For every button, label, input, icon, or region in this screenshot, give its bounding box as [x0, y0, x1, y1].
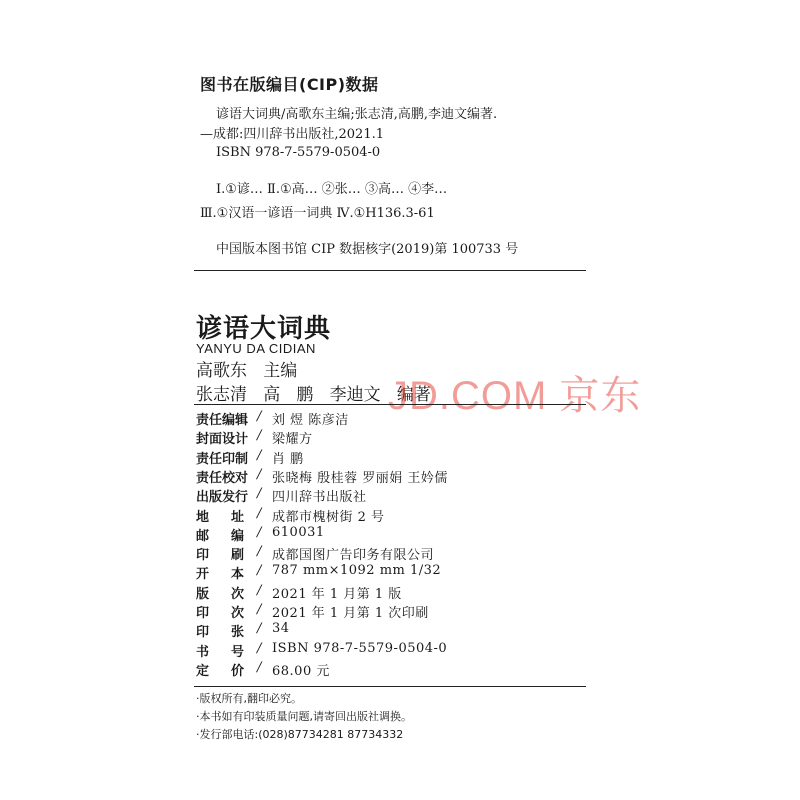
info-slash: /	[257, 428, 262, 444]
notes-separator	[194, 686, 586, 687]
title-separator	[194, 404, 586, 405]
info-value: 刘 煜 陈彦洁	[272, 413, 349, 428]
jd-watermark: JD.COM 京东	[388, 374, 642, 418]
note-phone: ·发行部电话:(028)87734281 87734332	[196, 728, 404, 741]
book-authors: 张志清 高 鹏 李迪文 编著	[196, 385, 431, 405]
info-label: 书号	[196, 644, 244, 660]
info-slash: /	[257, 640, 262, 656]
info-value: 2021 年 1 月第 1 版	[272, 586, 402, 602]
info-label: 印刷	[196, 548, 244, 564]
book-editor: 高歌东 主编	[196, 361, 298, 381]
info-value: ISBN 978-7-5579-0504-0	[272, 640, 448, 656]
book-title: 谚语大词典	[196, 314, 332, 344]
info-value: 成都国图广告印务有限公司	[272, 548, 435, 564]
info-value: 肖 鹏	[272, 451, 304, 467]
info-label: 封面设计	[196, 432, 249, 448]
info-value: 2021 年 1 月第 1 次印刷	[272, 606, 429, 621]
info-slash: /	[257, 602, 262, 617]
info-slash: /	[257, 505, 262, 521]
info-slash: /	[257, 447, 262, 463]
info-label: 印张	[196, 625, 244, 641]
book-pinyin: YANYU DA CIDIAN	[196, 341, 316, 356]
info-label: 开本	[196, 567, 244, 583]
note-copyright: ·版权所有,翻印必究。	[196, 692, 302, 705]
info-label: 地址	[196, 509, 244, 525]
cip-title: 图书在版编目(CIP)数据	[200, 75, 379, 94]
cip-separator	[194, 270, 586, 271]
info-value: 张晓梅 殷桂蓉 罗丽娟 王妗儒	[272, 470, 448, 486]
cip-line-index-1: Ⅰ.①谚… Ⅱ.①高… ②张… ③高… ④李…	[216, 182, 448, 197]
cip-line-publisher: —成都:四川辞书出版社,2021.1	[200, 127, 384, 142]
info-label: 责任印制	[196, 451, 249, 467]
info-slash: /	[257, 621, 262, 637]
cip-line-cip-number: 中国版本图书馆 CIP 数据核字(2019)第 100733 号	[216, 242, 519, 257]
info-value: 成都市槐树街 2 号	[272, 509, 385, 525]
info-slash: /	[257, 466, 262, 482]
info-label: 定价	[196, 663, 244, 679]
info-slash: /	[257, 524, 262, 540]
info-slash: /	[257, 544, 262, 560]
info-value: 68.00 元	[272, 663, 330, 679]
note-return-policy: ·本书如有印装质量问题,请寄回出版社调换。	[196, 710, 412, 723]
info-label: 出版发行	[196, 490, 249, 506]
info-label: 印次	[196, 606, 244, 621]
notes	[196, 690, 412, 744]
info-slash: /	[257, 409, 262, 424]
info-value: 787 mm×1092 mm 1/32	[272, 563, 442, 579]
info-slash: /	[257, 582, 262, 598]
info-label: 邮编	[196, 528, 244, 544]
info-label: 责任编辑	[196, 413, 249, 428]
info-slash: /	[257, 563, 262, 579]
info-slash: /	[257, 486, 262, 502]
info-value: 610031	[272, 524, 325, 540]
info-label: 版次	[196, 586, 244, 602]
cip-line-title: 谚语大词典/高歌东主编;张志清,高鹏,李迪文编著.	[216, 107, 498, 122]
info-value: 34	[272, 621, 290, 637]
cip-line-isbn: ISBN 978-7-5579-0504-0	[216, 145, 381, 160]
info-label: 责任校对	[196, 470, 249, 486]
info-slash: /	[257, 659, 262, 675]
info-value: 梁耀方	[272, 432, 313, 448]
info-value: 四川辞书出版社	[272, 490, 367, 506]
cip-line-index-2: Ⅲ.①汉语一谚语一词典 Ⅳ.①H136.3-61	[200, 206, 435, 221]
